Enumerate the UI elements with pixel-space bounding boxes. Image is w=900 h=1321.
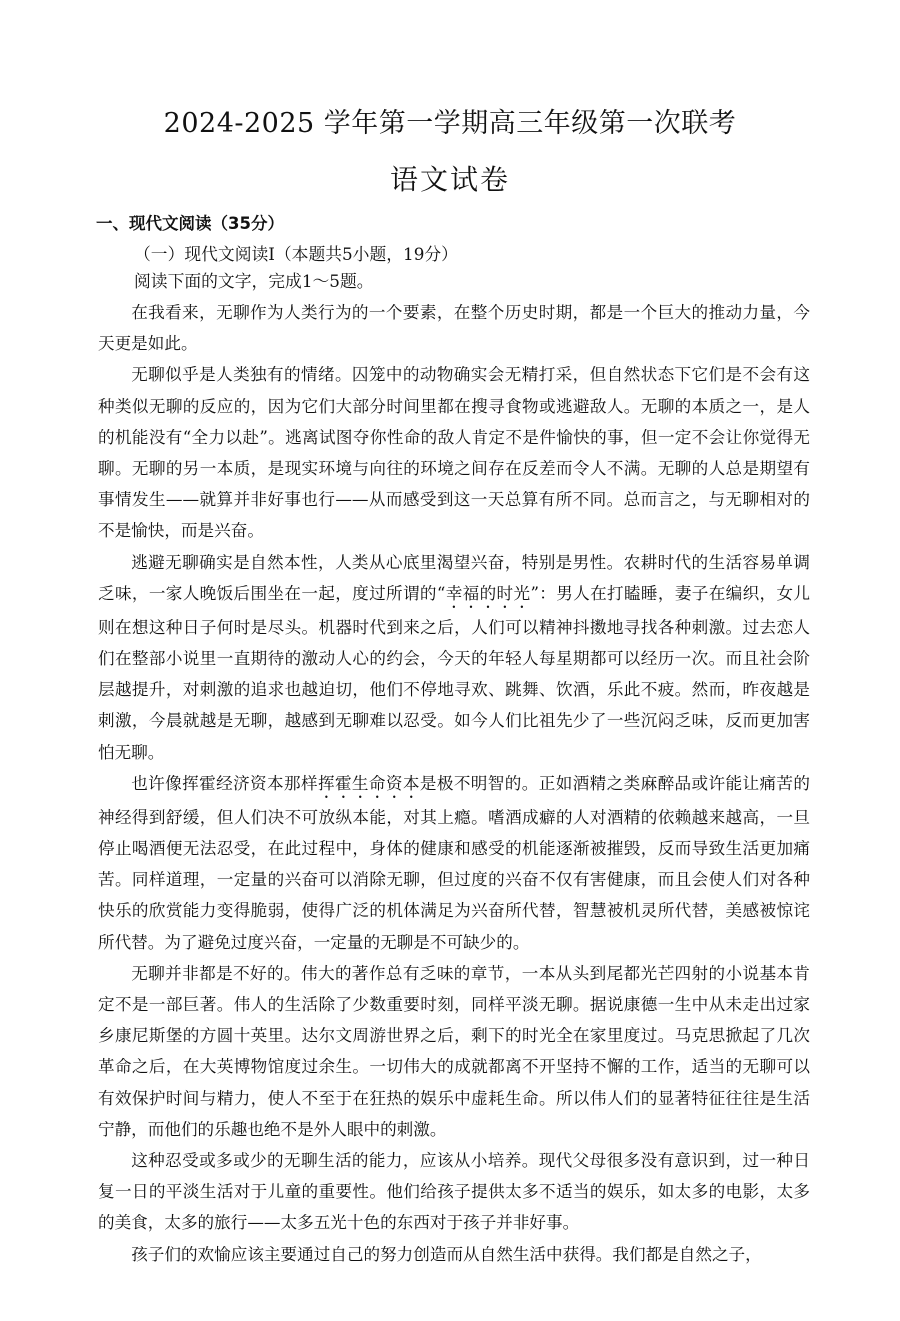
emphasis-phrase-happy-time: 幸福的时光 (445, 583, 531, 603)
emphasis-phrase-life-capital: 挥霍生命资本 (317, 773, 420, 793)
paragraph-4-text-before: 也许像挥霍经济资本那样 (131, 773, 318, 793)
passage-paragraph-7: 孩子们的欢愉应该主要通过自己的努力创造而从自然生活中获得。我们都是自然之子， (131, 1244, 762, 1264)
passage-paragraph-4 (98, 768, 810, 958)
passage-paragraph-1: 在我看来，无聊作为人类行为的一个要素，在整个历史时期，都是一个巨大的推动力量，今天更是如此。 (98, 303, 810, 354)
section-heading: 一、现代文阅读（35分） (96, 214, 284, 233)
passage-paragraph-5: 无聊并非都是不好的。伟大的著作总有乏味的章节，一本从头到尾都光芒四射的小说基本肯定不是一部巨著。伟人的生活除了少数重要时刻，同样平淡无聊。据说康德一生中从未走出过家乡康尼斯堡的方圆十英里。达尔文周游世界之后，剩下的时光全在家里度过。马克思掀起了几次革命之后，在大英博物馆度过余生。一切伟大的成就都离不开坚持不懈的工作，适当的无聊可以有效保护时间与精力，使人不至于在狂热的娱乐中虚耗生命。所以伟人们的显著特征往往是生活宁静，而他们的乐趣也绝不是外人眼中的刺激。 (98, 963, 810, 1139)
reading-passage (98, 297, 810, 1270)
passage-paragraph-2: 无聊似乎是人类独有的情绪。囚笼中的动物确实会无精打采，但自然状态下它们是不会有这种类似无聊的反应的，因为它们大部分时间里都在搜寻食物或逃避敌人。无聊的本质之一，是人的机能没有“全力以赴”。逃离试图夺你性命的敌人肯定不是件愉快的事，但一定不会让你觉得无聊。无聊的另一本质，是现实环境与向往的环境之间存在反差而令人不满。无聊的人总是期望有事情发生——就算并非好事也行——从而感受到这一天总算有所不同。总而言之，与无聊相对的不是愉快，而是兴奋。 (98, 365, 810, 541)
exam-title: 2024-2025 学年第一学期高三年级第一次联考 (163, 108, 737, 139)
exam-subtitle: 语文试卷 (389, 163, 510, 196)
reading-instruction: 阅读下面的文字，完成1～5题。 (134, 271, 374, 291)
passage-paragraph-3 (98, 547, 810, 768)
paragraph-4-text-after: 是极不明智的。正如酒精之类麻醉品或许能让痛苦的神经得到舒缓，但人们决不可放纵本能，对其上瘾。嗜酒成癖的人对酒精的依赖越来越高，一旦停止喝酒便无法忍受，在此过程中，身体的健康和感受的机能逐渐被摧毁，反而导致生活更加痛苦。同样道理，一定量的兴奋可以消除无聊，但过度的兴奋不仅有害健康，而且会使人们对各种快乐的欣赏能力变得脆弱，使得广泛的机体满足为兴奋所代替，智慧被机灵所代替，美感被惊诧所代替。为了避免过度兴奋，一定量的无聊是不可缺少的。 (98, 773, 811, 952)
sub-section-heading: （一）现代文阅读Ⅰ（本题共5小题，19分） (134, 244, 458, 264)
paragraph-3-text-after: ”：男人在打瞌睡，妻子在编织，女儿则在想这种日子何时是尽头。机器时代到来之后，人们可以精神抖擞地寻找各种刺激。过去恋人们在整部小说里一直期待的激动人心的约会，今天的年轻人每星期都可以经历一次。而且社会阶层越提升，对刺激的追求也越迫切，他们不停地寻欢、跳舞、饮酒，乐此不疲。然而，昨夜越是刺激，今晨就越是无聊，越感到无聊难以忍受。如今人们比祖先少了一些沉闷乏味，反而更加害怕无聊。 (98, 583, 811, 762)
passage-paragraph-6: 这种忍受或多或少的无聊生活的能力，应该从小培养。现代父母很多没有意识到，过一种日复一日的平淡生活对于儿童的重要性。他们给孩子提供太多不适当的娱乐，如太多的电影，太多的美食，太多的旅行——太多五光十色的东西对于孩子并非好事。 (98, 1151, 810, 1233)
paragraph-3-text-before: 逃避无聊确实是自然本性，人类从心底里渴望兴奋，特别是男性。农耕时代的生活容易单调乏味，一家人晚饭后围坐在一起，度过所谓的“ (98, 552, 810, 603)
